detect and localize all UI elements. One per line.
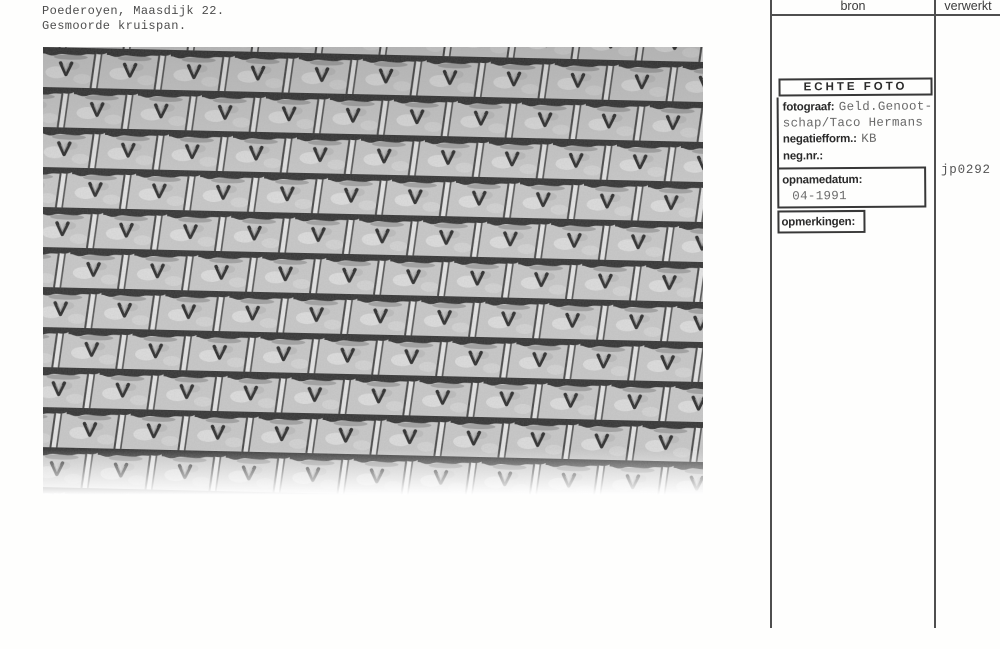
opmerkingen-box — [777, 210, 865, 234]
caption-block — [42, 4, 224, 33]
caption-location: Poederoyen, Maasdijk 22. — [42, 4, 225, 18]
negnr-field — [783, 147, 935, 164]
column-header-bron: bron — [840, 0, 866, 13]
negnr-label: neg.nr.: — [782, 149, 823, 163]
caption-subject: Gesmoorde kruispan. — [42, 18, 187, 33]
fotograaf-field — [783, 98, 935, 130]
stamp-fields-box — [777, 96, 935, 167]
table-header-underline — [770, 14, 1000, 16]
negatiefform-field — [783, 130, 935, 147]
stamp-title-box — [778, 77, 932, 96]
stamp-title-label: ECHTE FOTO — [803, 80, 908, 94]
opnamedatum-label: opnamedatum: — [782, 173, 863, 187]
negatiefform-label: negatiefform.: — [782, 132, 857, 146]
roof-tiles-image — [43, 47, 703, 495]
opnamedatum-value: 04-1991 — [792, 189, 847, 204]
opnamedatum-box — [777, 167, 926, 209]
verwerkt-code: jp0292 — [941, 163, 991, 177]
negatiefform-value: KB — [861, 131, 877, 146]
column-header-verwerkt: verwerkt — [944, 0, 992, 13]
echte-foto-stamp — [776, 77, 935, 233]
table-left-border — [770, 0, 772, 628]
fotograaf-label: fotograaf: — [782, 101, 835, 114]
opmerkingen-label: opmerkingen: — [781, 216, 856, 229]
fotograaf-value: Geld.Genoot- schap/Taco Hermans — [782, 99, 933, 131]
roof-tiles-photo — [43, 47, 703, 495]
